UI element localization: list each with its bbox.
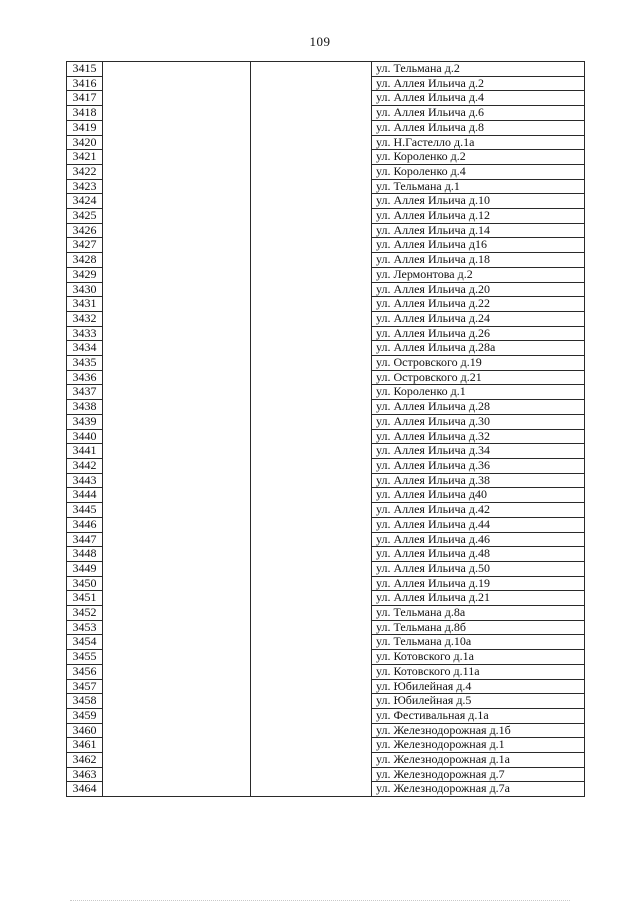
table-row <box>67 694 585 709</box>
row-number-cell: 3464 <box>67 782 103 797</box>
empty-cell <box>103 547 251 562</box>
empty-cell <box>251 297 372 312</box>
address-cell: ул. Аллея Ильича д.19 <box>372 576 585 591</box>
empty-cell <box>103 341 251 356</box>
row-number-cell: 3445 <box>67 503 103 518</box>
address-cell: ул. Тельмана д.8б <box>372 620 585 635</box>
row-number-cell: 3459 <box>67 708 103 723</box>
table-row <box>67 135 585 150</box>
empty-cell <box>103 753 251 768</box>
empty-cell <box>251 370 372 385</box>
empty-cell <box>103 120 251 135</box>
address-cell: ул. Аллея Ильича д.38 <box>372 473 585 488</box>
empty-cell <box>103 62 251 77</box>
empty-cell <box>103 473 251 488</box>
address-cell: ул. Н.Гастелло д.1а <box>372 135 585 150</box>
address-cell: ул. Аллея Ильича д.14 <box>372 223 585 238</box>
row-number-cell: 3453 <box>67 620 103 635</box>
empty-cell <box>103 503 251 518</box>
address-table-body <box>67 62 585 797</box>
empty-cell <box>251 326 372 341</box>
address-cell: ул. Аллея Ильича д.46 <box>372 532 585 547</box>
row-number-cell: 3420 <box>67 135 103 150</box>
table-row <box>67 708 585 723</box>
table-row <box>67 326 585 341</box>
row-number-cell: 3439 <box>67 414 103 429</box>
row-number-cell: 3419 <box>67 120 103 135</box>
empty-cell <box>103 356 251 371</box>
empty-cell <box>103 400 251 415</box>
empty-cell <box>103 76 251 91</box>
row-number-cell: 3415 <box>67 62 103 77</box>
table-row <box>67 164 585 179</box>
empty-cell <box>103 606 251 621</box>
empty-cell <box>251 341 372 356</box>
empty-cell <box>251 238 372 253</box>
empty-cell <box>103 238 251 253</box>
page-number: 109 <box>309 34 331 49</box>
empty-cell <box>103 135 251 150</box>
table-row <box>67 738 585 753</box>
table-row <box>67 753 585 768</box>
row-number-cell: 3417 <box>67 91 103 106</box>
row-number-cell: 3434 <box>67 341 103 356</box>
empty-cell <box>251 606 372 621</box>
empty-cell <box>251 738 372 753</box>
row-number-cell: 3455 <box>67 650 103 665</box>
address-cell: ул. Аллея Ильича д.8 <box>372 120 585 135</box>
address-cell: ул. Короленко д.2 <box>372 150 585 165</box>
empty-cell <box>251 473 372 488</box>
empty-cell <box>103 517 251 532</box>
address-cell: ул. Аллея Ильича д.32 <box>372 429 585 444</box>
empty-cell <box>251 253 372 268</box>
address-cell: ул. Короленко д.4 <box>372 164 585 179</box>
row-number-cell: 3426 <box>67 223 103 238</box>
address-cell: ул. Аллея Ильича д.36 <box>372 458 585 473</box>
row-number-cell: 3461 <box>67 738 103 753</box>
table-row <box>67 400 585 415</box>
address-cell: ул. Юбилейная д.4 <box>372 679 585 694</box>
empty-cell <box>251 561 372 576</box>
row-number-cell: 3444 <box>67 488 103 503</box>
empty-cell <box>251 517 372 532</box>
empty-cell <box>251 179 372 194</box>
row-number-cell: 3449 <box>67 561 103 576</box>
row-number-cell: 3446 <box>67 517 103 532</box>
row-number-cell: 3421 <box>67 150 103 165</box>
row-number-cell: 3433 <box>67 326 103 341</box>
address-cell: ул. Аллея Ильича д.22 <box>372 297 585 312</box>
empty-cell <box>251 223 372 238</box>
address-cell: ул. Островского д.21 <box>372 370 585 385</box>
empty-cell <box>103 164 251 179</box>
address-cell: ул. Аллея Ильича д.20 <box>372 282 585 297</box>
empty-cell <box>251 782 372 797</box>
empty-cell <box>251 503 372 518</box>
empty-cell <box>251 753 372 768</box>
empty-cell <box>103 370 251 385</box>
row-number-cell: 3436 <box>67 370 103 385</box>
empty-cell <box>103 488 251 503</box>
empty-cell <box>103 576 251 591</box>
empty-cell <box>103 326 251 341</box>
empty-cell <box>251 591 372 606</box>
row-number-cell: 3456 <box>67 664 103 679</box>
empty-cell <box>103 385 251 400</box>
empty-cell <box>103 106 251 121</box>
empty-cell <box>251 106 372 121</box>
row-number-cell: 3437 <box>67 385 103 400</box>
address-cell: ул. Аллея Ильича д.18 <box>372 253 585 268</box>
empty-cell <box>251 576 372 591</box>
empty-cell <box>251 400 372 415</box>
address-cell: ул. Котовского д.11а <box>372 664 585 679</box>
empty-cell <box>251 414 372 429</box>
empty-cell <box>251 767 372 782</box>
empty-cell <box>103 782 251 797</box>
row-number-cell: 3462 <box>67 753 103 768</box>
row-number-cell: 3425 <box>67 209 103 224</box>
table-row <box>67 106 585 121</box>
address-cell: ул. Тельмана д.8а <box>372 606 585 621</box>
address-cell: ул. Аллея Ильича д.30 <box>372 414 585 429</box>
table-row <box>67 223 585 238</box>
table-row <box>67 356 585 371</box>
table-row <box>67 341 585 356</box>
row-number-cell: 3431 <box>67 297 103 312</box>
empty-cell <box>103 620 251 635</box>
empty-cell <box>103 679 251 694</box>
address-cell: ул. Аллея Ильича д.6 <box>372 106 585 121</box>
empty-cell <box>251 458 372 473</box>
table-row <box>67 576 585 591</box>
table-row <box>67 488 585 503</box>
table-row <box>67 532 585 547</box>
table-row <box>67 723 585 738</box>
address-cell: ул. Юбилейная д.5 <box>372 694 585 709</box>
address-cell: ул. Аллея Ильича д.34 <box>372 444 585 459</box>
address-cell: ул. Аллея Ильича д.42 <box>372 503 585 518</box>
table-row <box>67 591 585 606</box>
empty-cell <box>103 282 251 297</box>
table-row <box>67 429 585 444</box>
empty-cell <box>103 209 251 224</box>
row-number-cell: 3452 <box>67 606 103 621</box>
empty-cell <box>251 76 372 91</box>
empty-cell <box>103 253 251 268</box>
row-number-cell: 3423 <box>67 179 103 194</box>
empty-cell <box>251 620 372 635</box>
address-cell: ул. Фестивальная д.1а <box>372 708 585 723</box>
address-cell: ул. Аллея Ильича д.10 <box>372 194 585 209</box>
empty-cell <box>251 664 372 679</box>
row-number-cell: 3438 <box>67 400 103 415</box>
empty-cell <box>251 164 372 179</box>
row-number-cell: 3435 <box>67 356 103 371</box>
empty-cell <box>103 708 251 723</box>
table-row <box>67 150 585 165</box>
address-cell: ул. Аллея Ильича д.21 <box>372 591 585 606</box>
empty-cell <box>103 767 251 782</box>
table-row <box>67 120 585 135</box>
row-number-cell: 3422 <box>67 164 103 179</box>
address-cell: ул. Аллея Ильича д.26 <box>372 326 585 341</box>
empty-cell <box>251 356 372 371</box>
row-number-cell: 3442 <box>67 458 103 473</box>
empty-cell <box>103 223 251 238</box>
row-number-cell: 3443 <box>67 473 103 488</box>
row-number-cell: 3454 <box>67 635 103 650</box>
row-number-cell: 3450 <box>67 576 103 591</box>
empty-cell <box>103 429 251 444</box>
address-cell: ул. Аллея Ильича д.12 <box>372 209 585 224</box>
address-cell: ул. Короленко д.1 <box>372 385 585 400</box>
empty-cell <box>103 311 251 326</box>
row-number-cell: 3448 <box>67 547 103 562</box>
empty-cell <box>103 150 251 165</box>
empty-cell <box>103 591 251 606</box>
row-number-cell: 3432 <box>67 311 103 326</box>
table-row <box>67 517 585 532</box>
address-cell: ул. Железнодорожная д.7 <box>372 767 585 782</box>
table-row <box>67 76 585 91</box>
address-cell: ул. Аллея Ильича д40 <box>372 488 585 503</box>
address-cell: ул. Аллея Ильича д.44 <box>372 517 585 532</box>
empty-cell <box>251 429 372 444</box>
table-row <box>67 547 585 562</box>
empty-cell <box>103 297 251 312</box>
address-cell: ул. Аллея Ильича д.28 <box>372 400 585 415</box>
table-row <box>67 194 585 209</box>
empty-cell <box>103 414 251 429</box>
empty-cell <box>251 209 372 224</box>
empty-cell <box>103 444 251 459</box>
empty-cell <box>251 723 372 738</box>
row-number-cell: 3424 <box>67 194 103 209</box>
table-row <box>67 782 585 797</box>
empty-cell <box>251 708 372 723</box>
address-cell: ул. Железнодорожная д.7а <box>372 782 585 797</box>
table-row <box>67 297 585 312</box>
table-row <box>67 473 585 488</box>
row-number-cell: 3440 <box>67 429 103 444</box>
empty-cell <box>251 650 372 665</box>
bottom-scan-dots <box>70 899 570 901</box>
empty-cell <box>103 650 251 665</box>
table-row <box>67 503 585 518</box>
address-cell: ул. Котовского д.1а <box>372 650 585 665</box>
empty-cell <box>251 194 372 209</box>
table-row <box>67 311 585 326</box>
table-row <box>67 179 585 194</box>
table-row <box>67 414 585 429</box>
row-number-cell: 3447 <box>67 532 103 547</box>
table-row <box>67 620 585 635</box>
row-number-cell: 3416 <box>67 76 103 91</box>
row-number-cell: 3458 <box>67 694 103 709</box>
address-cell: ул. Железнодорожная д.1а <box>372 753 585 768</box>
row-number-cell: 3460 <box>67 723 103 738</box>
empty-cell <box>103 723 251 738</box>
empty-cell <box>103 91 251 106</box>
address-cell: ул. Железнодорожная д.1 <box>372 738 585 753</box>
empty-cell <box>103 635 251 650</box>
table-row <box>67 385 585 400</box>
empty-cell <box>103 694 251 709</box>
address-cell: ул. Островского д.19 <box>372 356 585 371</box>
empty-cell <box>103 738 251 753</box>
empty-cell <box>251 62 372 77</box>
address-cell: ул. Железнодорожная д.1б <box>372 723 585 738</box>
row-number-cell: 3463 <box>67 767 103 782</box>
address-cell: ул. Аллея Ильича д16 <box>372 238 585 253</box>
empty-cell <box>251 635 372 650</box>
row-number-cell: 3457 <box>67 679 103 694</box>
empty-cell <box>251 694 372 709</box>
row-number-cell: 3441 <box>67 444 103 459</box>
empty-cell <box>251 135 372 150</box>
table-row <box>67 282 585 297</box>
row-number-cell: 3418 <box>67 106 103 121</box>
table-row <box>67 209 585 224</box>
address-cell: ул. Тельмана д.1 <box>372 179 585 194</box>
empty-cell <box>251 282 372 297</box>
address-cell: ул. Аллея Ильича д.24 <box>372 311 585 326</box>
table-row <box>67 238 585 253</box>
empty-cell <box>103 267 251 282</box>
empty-cell <box>103 664 251 679</box>
row-number-cell: 3429 <box>67 267 103 282</box>
table-row <box>67 62 585 77</box>
empty-cell <box>251 488 372 503</box>
table-row <box>67 458 585 473</box>
row-number-cell: 3430 <box>67 282 103 297</box>
address-cell: ул. Аллея Ильича д.48 <box>372 547 585 562</box>
table-row <box>67 650 585 665</box>
empty-cell <box>251 91 372 106</box>
empty-cell <box>251 385 372 400</box>
empty-cell <box>103 179 251 194</box>
empty-cell <box>251 120 372 135</box>
empty-cell <box>251 267 372 282</box>
table-row <box>67 253 585 268</box>
address-cell: ул. Аллея Ильича д.2 <box>372 76 585 91</box>
address-cell: ул. Аллея Ильича д.4 <box>372 91 585 106</box>
table-row <box>67 91 585 106</box>
address-cell: ул. Аллея Ильича д.28а <box>372 341 585 356</box>
empty-cell <box>251 547 372 562</box>
table-row <box>67 267 585 282</box>
row-number-cell: 3451 <box>67 591 103 606</box>
table-row <box>67 606 585 621</box>
table-row <box>67 444 585 459</box>
empty-cell <box>103 532 251 547</box>
table-row <box>67 635 585 650</box>
empty-cell <box>251 150 372 165</box>
table-row <box>67 679 585 694</box>
address-cell: ул. Тельмана д.10а <box>372 635 585 650</box>
empty-cell <box>251 311 372 326</box>
table-row <box>67 767 585 782</box>
empty-cell <box>251 532 372 547</box>
table-row <box>67 370 585 385</box>
table-row <box>67 561 585 576</box>
row-number-cell: 3428 <box>67 253 103 268</box>
row-number-cell: 3427 <box>67 238 103 253</box>
address-cell: ул. Тельмана д.2 <box>372 62 585 77</box>
empty-cell <box>103 194 251 209</box>
empty-cell <box>251 679 372 694</box>
empty-cell <box>103 561 251 576</box>
address-cell: ул. Лермонтова д.2 <box>372 267 585 282</box>
address-table <box>66 61 585 797</box>
table-row <box>67 664 585 679</box>
empty-cell <box>103 458 251 473</box>
empty-cell <box>251 444 372 459</box>
address-cell: ул. Аллея Ильича д.50 <box>372 561 585 576</box>
